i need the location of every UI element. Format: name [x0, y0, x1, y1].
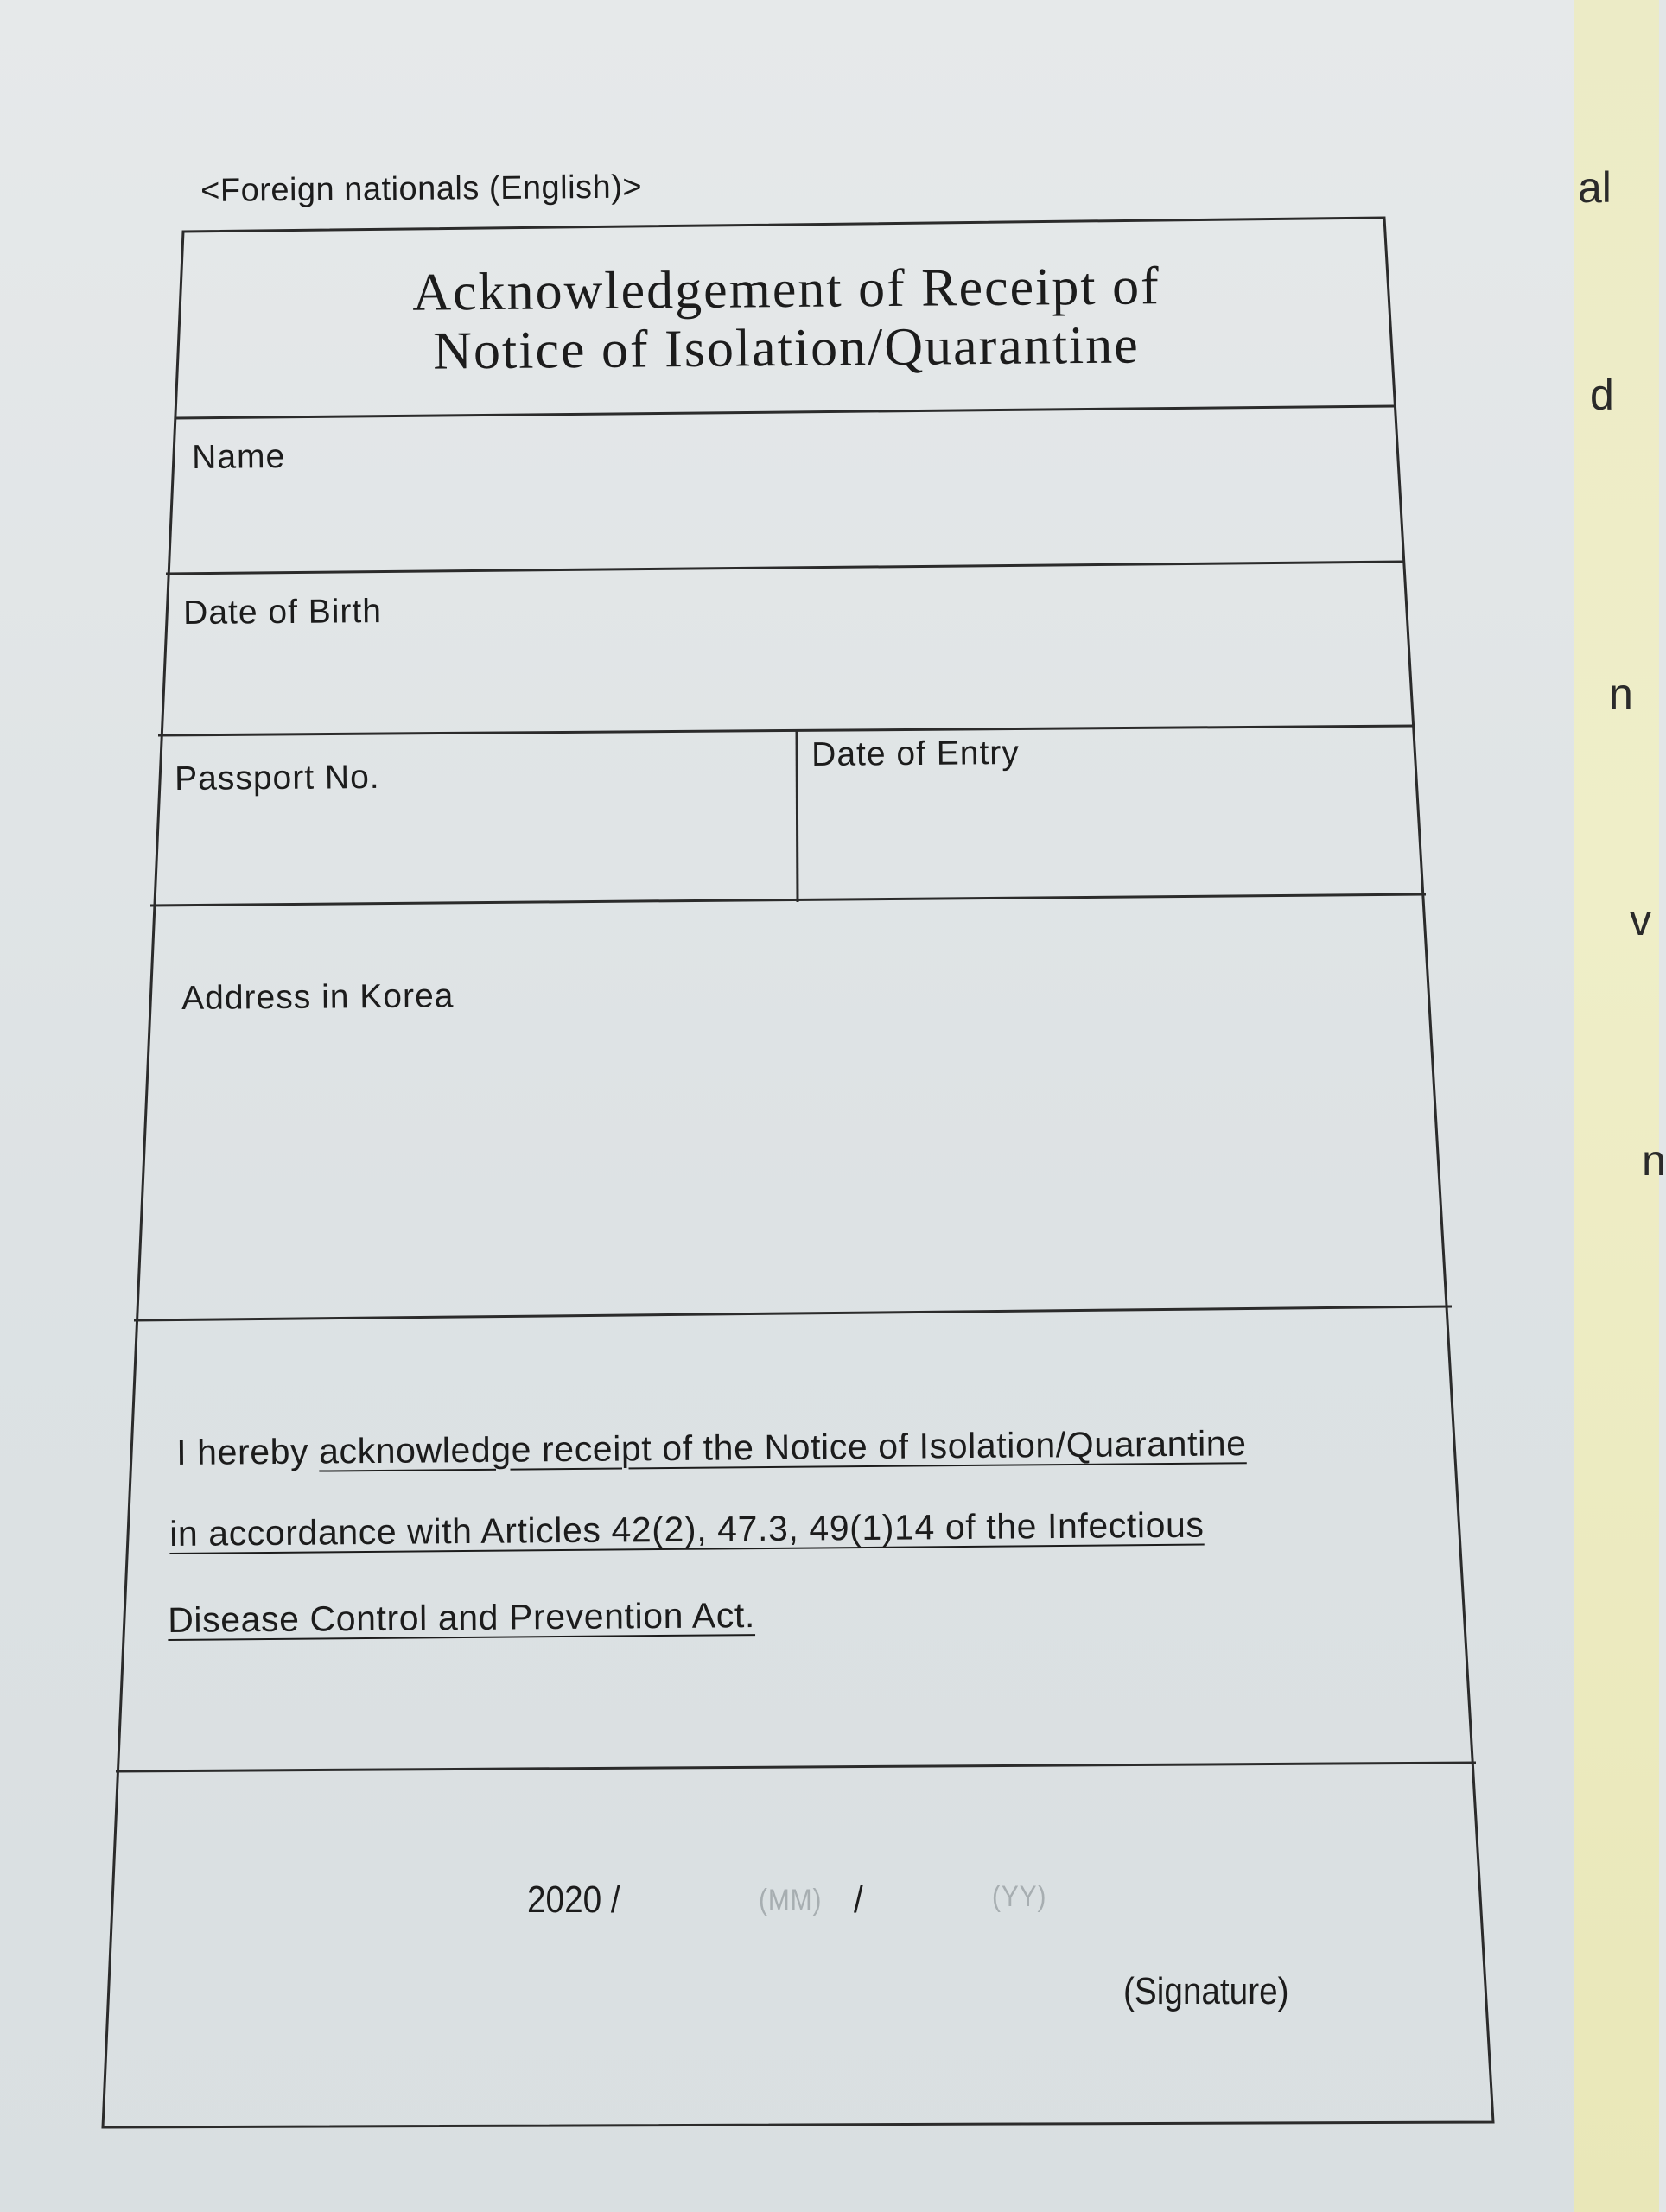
acknowledgement-underlined: acknowledge receipt of the Notice of Isolation/Quarantine — [318, 1423, 1247, 1471]
form-title-line2: Notice of Isolation/Quarantine — [432, 315, 1141, 381]
adjacent-letter: d — [1590, 371, 1614, 419]
address-label: Address in Korea — [181, 977, 455, 1017]
year-value: 2020 / — [527, 1878, 620, 1921]
day-placeholder: (YY) — [992, 1880, 1047, 1913]
divider-passport — [150, 894, 1426, 906]
acknowledgement-act: Disease Control and Prevention Act. — [168, 1595, 756, 1640]
acknowledgement-lead: I hereby — [176, 1431, 320, 1472]
form-border — [103, 218, 1493, 2127]
divider-vertical-entry — [797, 731, 798, 902]
form-language-tag: <Foreign nationals (English)> — [200, 168, 643, 209]
name-label: Name — [192, 438, 286, 476]
form-title-line1: Acknowledgement of Receipt of — [411, 257, 1160, 322]
adjacent-letter: al — [1578, 163, 1612, 212]
entry-date-label: Date of Entry — [811, 734, 1020, 773]
acknowledgement-articles: in accordance with Articles 42(2), 47.3, 49(1)14 of the Infectious — [169, 1504, 1205, 1554]
acknowledgement-line-3 — [168, 1595, 755, 1641]
adjacent-letter: v — [1630, 896, 1651, 944]
dob-label: Date of Birth — [183, 592, 383, 632]
divider-dob — [158, 726, 1415, 735]
signature-label: (Signature) — [1123, 1970, 1289, 2012]
divider-name — [166, 562, 1403, 574]
divider-address — [134, 1306, 1452, 1320]
adjacent-letter: n — [1642, 1136, 1666, 1185]
date-separator: / — [854, 1878, 863, 1921]
passport-label: Passport No. — [175, 758, 380, 798]
divider-title — [176, 406, 1395, 418]
month-placeholder: (MM) — [759, 1884, 823, 1916]
divider-acknowledgement — [116, 1763, 1476, 1771]
adjacent-letter: n — [1609, 670, 1633, 718]
